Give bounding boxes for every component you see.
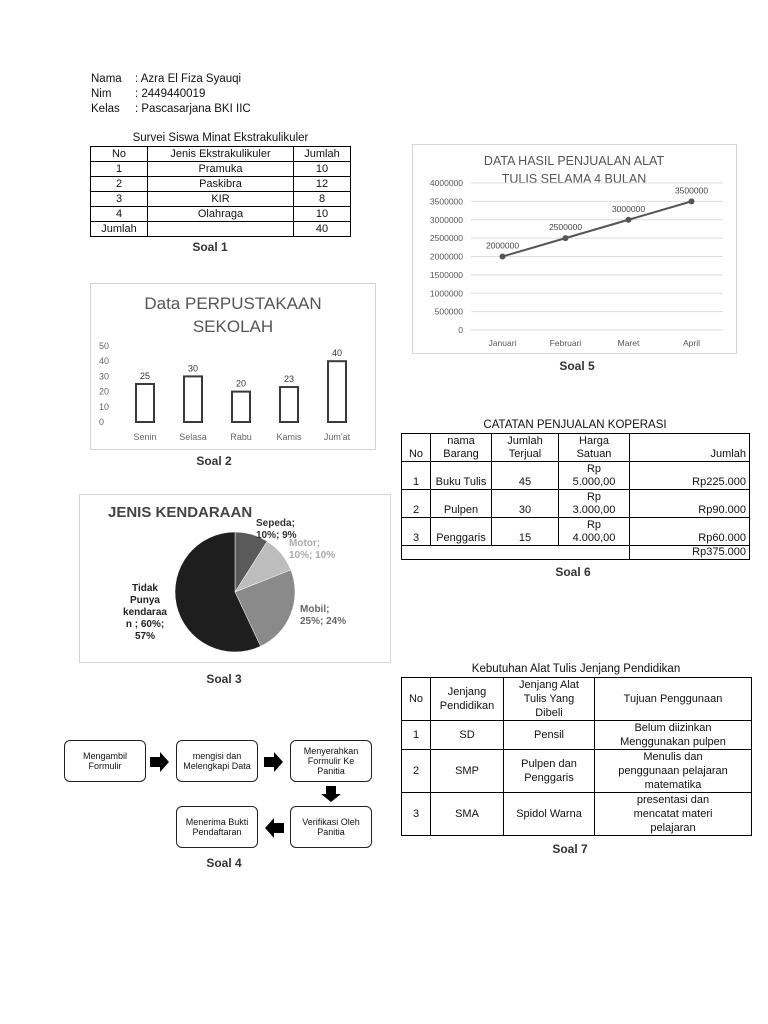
table-header bbox=[595, 678, 752, 721]
data-label: 20 bbox=[235, 378, 247, 389]
table-cell bbox=[559, 490, 630, 518]
price-prefix: Rp bbox=[586, 519, 602, 531]
table-header-row bbox=[402, 678, 752, 721]
soal7-label: Soal 7 bbox=[552, 842, 588, 856]
soal1-label: Soal 1 bbox=[192, 240, 228, 254]
flow-step-text: Verifikasi Oleh Panitia bbox=[302, 817, 360, 837]
table-cell: SMP bbox=[431, 750, 504, 793]
table-cell: 3 bbox=[91, 192, 148, 207]
table-cell: 10 bbox=[294, 207, 351, 222]
y-tick-label: 40 bbox=[99, 356, 110, 367]
table-header-text: Barang bbox=[443, 448, 479, 460]
table-header bbox=[431, 434, 492, 462]
data-point bbox=[689, 198, 695, 204]
table-header-text: Dibeli bbox=[535, 707, 563, 719]
slice-label-line: Motor; bbox=[289, 538, 321, 549]
sales-line-chart bbox=[413, 145, 736, 353]
slice-label-line: kendaraa bbox=[123, 607, 167, 618]
data-label: 2000000 bbox=[485, 240, 520, 251]
table-header bbox=[504, 678, 595, 721]
table-cell: 4 bbox=[91, 207, 148, 222]
data-label: 3000000 bbox=[611, 203, 646, 214]
table-total-value: 40 bbox=[294, 222, 351, 237]
y-tick-label: 20 bbox=[99, 386, 110, 397]
x-tick-label: Selasa bbox=[179, 432, 207, 442]
table-cell: Pramuka bbox=[148, 162, 294, 177]
table-header bbox=[492, 434, 559, 462]
table-cell: Rp225.000 bbox=[630, 462, 750, 490]
info-value: : 2449440019 bbox=[135, 88, 206, 100]
info-value: : Azra El Fiza Syauqi bbox=[135, 73, 242, 85]
slice-label-line: Mobil; bbox=[300, 604, 330, 615]
table-cell: 1 bbox=[402, 462, 431, 490]
price-value: 3.000,00 bbox=[572, 504, 616, 516]
table-cell: KIR bbox=[148, 192, 294, 207]
chart-title: JENIS KENDARAAN bbox=[108, 504, 253, 521]
table-header-text: Jenjang bbox=[447, 686, 487, 698]
cell-line: matematika bbox=[644, 779, 702, 791]
soal6-caption: CATATAN PENJUALAN KOPERASI bbox=[483, 419, 667, 431]
table-cell: 8 bbox=[294, 192, 351, 207]
y-tick-label: 30 bbox=[99, 371, 110, 382]
soal3-label: Soal 3 bbox=[206, 672, 242, 686]
x-tick-label: April bbox=[682, 338, 701, 348]
slice-label-line: Sepeda; bbox=[256, 518, 295, 529]
price-prefix: Rp bbox=[586, 491, 602, 503]
table-row bbox=[402, 793, 752, 836]
y-tick-label: 3000000 bbox=[429, 214, 463, 225]
table-cell bbox=[504, 793, 595, 836]
table-cell bbox=[559, 518, 630, 546]
flow-step-text: Menerima Bukti Pendaftaran bbox=[185, 817, 249, 837]
cell-line: Menggunakan pulpen bbox=[620, 736, 726, 748]
data-point bbox=[500, 254, 506, 260]
arrow-down-icon bbox=[321, 786, 341, 802]
data-point bbox=[563, 235, 569, 241]
series-line bbox=[503, 201, 692, 256]
flow-step-text: Menyerahkan Formulir Ke Panitia bbox=[303, 746, 359, 776]
table-header bbox=[402, 434, 431, 462]
chart-title-line: Data PERPUSTAKAAN bbox=[144, 294, 322, 313]
info-key: Nama bbox=[91, 73, 122, 85]
data-label: 30 bbox=[187, 363, 199, 374]
table-cell: Buku Tulis bbox=[431, 462, 492, 490]
table-header-text: Tujuan Penggunaan bbox=[623, 693, 723, 705]
table-cell bbox=[595, 793, 752, 836]
cell-line: mencatat materi bbox=[633, 808, 713, 820]
slice-label-line: Tidak bbox=[132, 583, 158, 594]
table-cell: 2 bbox=[402, 750, 431, 793]
price-value: 5.000,00 bbox=[572, 476, 616, 488]
cell-line: Menulis dan bbox=[643, 751, 703, 763]
y-tick-label: 500000 bbox=[434, 306, 463, 317]
x-tick-label: Jum'at bbox=[323, 432, 351, 442]
table-cell bbox=[595, 750, 752, 793]
slice-label-line: 57% bbox=[134, 631, 156, 642]
price-prefix: Rp bbox=[586, 463, 602, 475]
table-header: Jenis Ekstrakulikuler bbox=[148, 147, 294, 162]
y-tick-label: 2000000 bbox=[429, 251, 463, 262]
y-tick-label: 4000000 bbox=[429, 178, 463, 188]
y-tick-label: 0 bbox=[458, 325, 463, 335]
y-tick-label: 3500000 bbox=[429, 196, 463, 207]
y-tick-label: 1000000 bbox=[429, 288, 463, 299]
slice-label-line: n ; 60%; bbox=[125, 619, 165, 630]
table-cell: SD bbox=[431, 721, 504, 750]
cell-line: Pensil bbox=[534, 729, 564, 741]
x-tick-label: Maret bbox=[617, 338, 640, 348]
table-cell: 30 bbox=[492, 490, 559, 518]
table-cell: Olahraga bbox=[148, 207, 294, 222]
arrow-left-icon bbox=[265, 818, 284, 838]
soal6-label: Soal 6 bbox=[555, 565, 591, 579]
cell-line: penggunaan pelajaran bbox=[618, 765, 728, 777]
table-cell bbox=[402, 546, 630, 560]
table-total-label: Jumlah bbox=[91, 222, 148, 237]
table-header bbox=[630, 434, 750, 462]
data-point bbox=[626, 217, 632, 223]
cell-line: Pulpen dan bbox=[521, 758, 577, 770]
info-value: : Pascasarjana BKI IIC bbox=[135, 103, 251, 115]
cell-line: Spidol Warna bbox=[516, 808, 582, 820]
x-tick-label: Senin bbox=[133, 432, 157, 442]
soal1-caption: Survei Siswa Minat Ekstrakulikuler bbox=[132, 132, 309, 144]
soal4-label: Soal 4 bbox=[206, 856, 242, 870]
table-cell: 3 bbox=[402, 793, 431, 836]
table-header-text: Jumlah bbox=[507, 435, 543, 447]
x-tick-label: Januari bbox=[488, 338, 517, 348]
slice-label-line: Punya bbox=[129, 595, 161, 606]
arrow-right-icon bbox=[264, 752, 283, 772]
table-header-text: nama bbox=[447, 435, 475, 447]
chart-title-line: SEKOLAH bbox=[192, 317, 274, 336]
table-row bbox=[402, 490, 750, 518]
table-header-text: No bbox=[408, 693, 424, 705]
chart-title-line: DATA HASIL PENJUALAN ALAT bbox=[483, 154, 665, 168]
table-cell: 2 bbox=[402, 490, 431, 518]
table-header-text: Harga bbox=[579, 435, 609, 447]
data-label: 23 bbox=[283, 374, 295, 385]
table-cell bbox=[595, 721, 752, 750]
table-cell: 1 bbox=[402, 721, 431, 750]
table-header-text: Terjual bbox=[508, 448, 542, 460]
info-key: Kelas bbox=[91, 103, 120, 115]
x-tick-label: Rabu bbox=[230, 432, 252, 442]
table-total-row bbox=[402, 546, 750, 560]
y-tick-label: 0 bbox=[99, 417, 105, 427]
cell-line: Penggaris bbox=[524, 772, 574, 784]
table-header-text: Pendidikan bbox=[439, 700, 495, 712]
table-cell bbox=[504, 750, 595, 793]
x-tick-label: Kamis bbox=[276, 432, 302, 442]
y-tick-label: 50 bbox=[99, 341, 110, 351]
table-header bbox=[431, 678, 504, 721]
table-cell: 45 bbox=[492, 462, 559, 490]
table-row bbox=[402, 721, 752, 750]
table-header bbox=[402, 678, 431, 721]
flow-step-text: mengisi dan Melengkapi Data bbox=[183, 751, 251, 771]
table-header-text: Tulis Yang bbox=[523, 693, 575, 705]
chart-title-line: TULIS SELAMA 4 BULAN bbox=[501, 172, 647, 186]
x-tick-label: Februari bbox=[549, 338, 582, 348]
y-tick-label: 1500000 bbox=[429, 269, 463, 280]
slice-label-line: 10%; 9% bbox=[256, 530, 297, 541]
soal2-label: Soal 2 bbox=[196, 454, 232, 468]
table-cell: 3 bbox=[402, 518, 431, 546]
table-total-value: Rp375.000 bbox=[630, 546, 750, 560]
y-tick-label: 10 bbox=[99, 401, 110, 412]
soal7-table bbox=[401, 677, 752, 836]
table-row bbox=[402, 518, 750, 546]
slice-label-line: 25%; 24% bbox=[300, 616, 347, 627]
cell-line: pelajaran bbox=[650, 822, 696, 834]
cell-line: presentasi dan bbox=[636, 794, 710, 806]
slice-label-line: 10%; 10% bbox=[289, 550, 336, 561]
cell-line: Belum diizinkan bbox=[634, 722, 712, 734]
table-header-text: Satuan bbox=[576, 448, 612, 460]
y-tick-label: 2500000 bbox=[429, 233, 463, 244]
data-label: 3500000 bbox=[674, 185, 709, 196]
table-header: No bbox=[91, 147, 148, 162]
table-header-text: Jumlah bbox=[710, 448, 746, 460]
table-cell: Rp60.000 bbox=[630, 518, 750, 546]
table-header-text: No bbox=[408, 448, 424, 460]
table-cell: 15 bbox=[492, 518, 559, 546]
table-cell bbox=[504, 721, 595, 750]
table-row bbox=[402, 750, 752, 793]
table-cell: Penggaris bbox=[431, 518, 492, 546]
table-cell: 12 bbox=[294, 177, 351, 192]
data-label: 25 bbox=[139, 371, 151, 381]
table-header-row bbox=[402, 434, 750, 462]
data-label: 2500000 bbox=[548, 222, 583, 233]
table-cell: Paskibra bbox=[148, 177, 294, 192]
price-value: 4.000,00 bbox=[572, 532, 616, 544]
arrow-right-icon bbox=[150, 752, 169, 772]
soal5-label: Soal 5 bbox=[559, 359, 595, 373]
table-row bbox=[402, 462, 750, 490]
soal5-chart-box bbox=[412, 144, 737, 354]
soal6-table bbox=[401, 433, 750, 560]
table-header bbox=[559, 434, 630, 462]
table-cell: 10 bbox=[294, 162, 351, 177]
table-cell: Rp90.000 bbox=[630, 490, 750, 518]
flow-step-text: Mengambil Formulir bbox=[82, 751, 128, 771]
info-key: Nim bbox=[91, 88, 112, 100]
table-cell: Pulpen bbox=[431, 490, 492, 518]
table-cell: 2 bbox=[91, 177, 148, 192]
table-header: Jumlah bbox=[294, 147, 351, 162]
soal7-caption: Kebutuhan Alat Tulis Jenjang Pendidikan bbox=[471, 663, 681, 675]
table-cell: SMA bbox=[431, 793, 504, 836]
table-cell: 1 bbox=[91, 162, 148, 177]
table-header-text: Jenjang Alat bbox=[519, 679, 579, 691]
data-label: 40 bbox=[331, 348, 343, 359]
table-cell bbox=[559, 462, 630, 490]
